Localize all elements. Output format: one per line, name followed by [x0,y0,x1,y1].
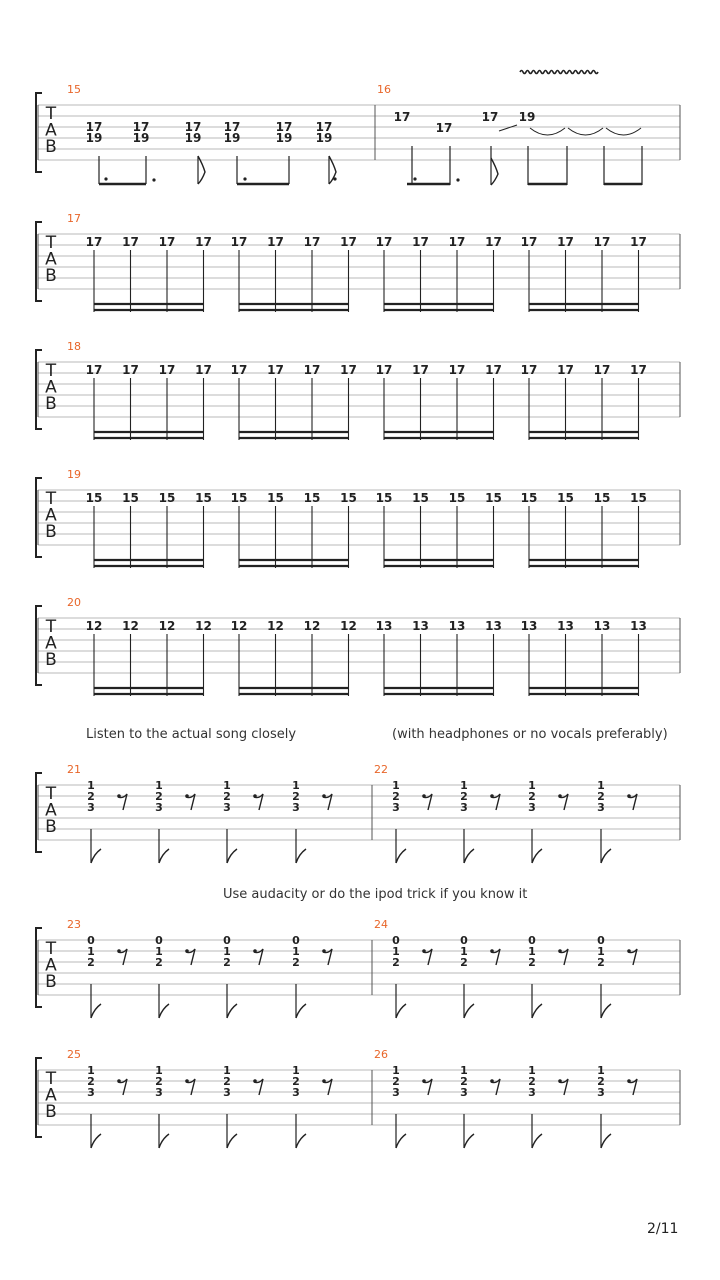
fret-number: 1 [87,1064,95,1077]
fret-number: 19 [223,131,241,145]
eighth-rest-dot [490,794,494,798]
dot [413,177,416,180]
tab-clef-letter: T [45,939,57,959]
fret-number: 17 [557,235,574,249]
fret-number: 15 [340,491,357,505]
fret-number: 1 [292,1064,300,1077]
eighth-rest-dot [253,1079,257,1083]
fret-number: 1 [87,779,95,792]
fret-number: 2 [528,956,536,969]
fret-number: 17 [630,235,647,249]
fret-number: 12 [230,619,248,633]
fret-number: 1 [392,779,400,792]
fret-number: 19 [85,131,103,145]
fret-number: 3 [528,1086,536,1099]
fret-number: 2 [597,1075,605,1088]
measure-number: 19 [67,468,81,481]
fret-number: 12 [158,619,176,633]
flag [227,849,237,863]
fret-number: 1 [87,945,95,958]
fret-number: 17 [340,235,357,249]
fret-number: 1 [528,945,536,958]
fret-number: 17 [184,120,202,134]
fret-number: 17 [520,235,538,249]
fret-number: 13 [557,619,574,633]
eighth-rest-dot [422,1079,426,1083]
fret-number: 17 [630,363,647,377]
fret-number: 17 [230,235,248,249]
fret-number: 0 [528,934,536,947]
fret-number: 15 [195,491,212,505]
fret-number: 3 [460,801,468,814]
fret-number: 15 [448,491,466,505]
fret-number: 3 [292,1086,300,1099]
fret-number: 1 [223,945,231,958]
fret-number: 1 [223,1064,231,1077]
flag [491,158,498,185]
fret-number: 17 [593,235,611,249]
vibrato-mark [520,71,598,74]
fret-number: 1 [460,779,468,792]
fret-number: 1 [460,1064,468,1077]
fret-number: 19 [184,131,202,145]
fret-number: 17 [375,235,393,249]
fret-number: 15 [593,491,611,505]
flag [159,1004,169,1018]
fret-number: 13 [412,619,429,633]
tie [568,128,603,135]
fret-number: 3 [392,1086,400,1099]
fret-number: 2 [460,790,468,803]
eighth-rest-dot [117,1079,121,1083]
fret-number: 3 [528,801,536,814]
fret-number: 1 [597,945,605,958]
fret-number: 17 [448,235,466,249]
fret-number: 1 [292,945,300,958]
eighth-rest-dot [558,794,562,798]
fret-number: 0 [223,934,231,947]
eighth-rest-dot [627,794,631,798]
slide [499,125,517,131]
flag [601,849,611,863]
eighth-rest-dot [627,949,631,953]
fret-number: 13 [375,619,393,633]
fret-number: 17 [85,120,103,134]
fret-number: 0 [87,934,95,947]
fret-number: 13 [485,619,502,633]
fret-number: 17 [375,363,393,377]
fret-number: 2 [87,1075,95,1088]
tab-clef-letter: T [45,617,57,637]
fret-number: 13 [520,619,538,633]
flag [396,1004,406,1018]
measure-number: 15 [67,83,81,96]
fret-number: 17 [520,363,538,377]
fret-number: 3 [292,801,300,814]
fret-number: 2 [155,790,163,803]
tab-clef-letter: B [45,817,57,837]
flag [601,1134,611,1148]
fret-number: 17 [85,235,103,249]
fret-number: 2 [223,956,231,969]
fret-number: 3 [223,801,231,814]
fret-number: 17 [412,363,429,377]
fret-number: 17 [303,363,321,377]
fret-number: 0 [392,934,400,947]
fret-number: 2 [392,790,400,803]
fret-number: 15 [230,491,248,505]
tab-clef-letter: A [45,955,57,976]
fret-number: 17 [195,363,212,377]
fret-number: 2 [597,790,605,803]
fret-number: 0 [155,934,163,947]
eighth-rest-dot [422,794,426,798]
flag [396,1134,406,1148]
fret-number: 12 [340,619,357,633]
measure-number: 21 [67,763,81,776]
fret-number: 19 [518,110,536,124]
measure-number: 20 [67,596,81,609]
eighth-rest-dot [117,794,121,798]
fret-number: 1 [460,945,468,958]
fret-number: 17 [122,363,139,377]
fret-number: 15 [85,491,103,505]
flag [464,1134,474,1148]
flag [91,1134,101,1148]
flag [296,1004,306,1018]
fret-number: 17 [122,235,139,249]
flag [296,1134,306,1148]
fret-number: 3 [87,801,95,814]
fret-number: 17 [485,235,502,249]
eighth-rest-dot [322,949,326,953]
fret-number: 17 [448,363,466,377]
eighth-rest-dot [185,1079,189,1083]
eighth-rest-dot [490,1079,494,1083]
fret-number: 2 [460,1075,468,1088]
fret-number: 17 [85,363,103,377]
fret-number: 1 [528,1064,536,1077]
fret-number: 17 [557,363,574,377]
eighth-rest-dot [253,949,257,953]
fret-number: 2 [460,956,468,969]
fret-number: 12 [303,619,321,633]
eighth-rest-dot [185,949,189,953]
fret-number: 15 [520,491,538,505]
tie [606,128,641,135]
dot [243,177,246,180]
eighth-rest-dot [117,949,121,953]
fret-number: 2 [87,956,95,969]
fret-number: 3 [392,801,400,814]
fret-number: 2 [292,790,300,803]
measure-number: 22 [374,763,388,776]
tab-clef-letter: B [45,137,57,157]
tab-clef-letter: A [45,505,57,526]
fret-number: 17 [223,120,241,134]
fret-number: 17 [303,235,321,249]
tab-clef-letter: A [45,1085,57,1106]
tab-clef-letter: T [45,361,57,381]
fret-number: 17 [315,120,333,134]
annotation-listen: Listen to the actual song closely [86,727,297,742]
fret-number: 0 [460,934,468,947]
tab-clef-letter: A [45,377,57,398]
tab-clef-letter: T [45,1069,57,1089]
fret-number: 1 [528,779,536,792]
flag [91,1004,101,1018]
fret-number: 15 [485,491,502,505]
fret-number: 17 [412,235,429,249]
tab-clef-letter: B [45,972,57,992]
fret-number: 3 [155,801,163,814]
fret-number: 12 [267,619,284,633]
fret-number: 3 [597,801,605,814]
measure-number: 23 [67,918,81,931]
fret-number: 0 [597,934,605,947]
flag [396,849,406,863]
measure-number: 18 [67,340,81,353]
fret-number: 1 [292,779,300,792]
fret-number: 1 [597,1064,605,1077]
fret-number: 1 [155,1064,163,1077]
dot [456,178,459,181]
fret-number: 12 [195,619,212,633]
fret-number: 17 [195,235,212,249]
eighth-rest-dot [558,949,562,953]
flag [532,1004,542,1018]
fret-number: 3 [155,1086,163,1099]
fret-number: 19 [275,131,293,145]
fret-number: 0 [292,934,300,947]
measure-number: 16 [377,83,391,96]
fret-number: 1 [155,945,163,958]
fret-number: 17 [230,363,248,377]
measure-number: 26 [374,1048,388,1061]
fret-number: 3 [223,1086,231,1099]
fret-number: 2 [392,1075,400,1088]
eighth-rest-dot [558,1079,562,1083]
fret-number: 17 [132,120,150,134]
eighth-rest-dot [322,794,326,798]
dot [104,177,107,180]
fret-number: 19 [315,131,333,145]
measure-number: 25 [67,1048,81,1061]
fret-number: 3 [460,1086,468,1099]
eighth-rest-dot [627,1079,631,1083]
eighth-rest-dot [322,1079,326,1083]
fret-number: 3 [87,1086,95,1099]
flag [296,849,306,863]
fret-number: 2 [155,1075,163,1088]
fret-number: 13 [593,619,611,633]
tab-clef-letter: A [45,249,57,270]
tab-clef-letter: T [45,489,57,509]
measure-number: 24 [374,918,388,931]
flag [227,1004,237,1018]
fret-number: 12 [85,619,103,633]
fret-number: 1 [155,779,163,792]
fret-number: 1 [597,779,605,792]
eighth-rest-dot [490,949,494,953]
fret-number: 15 [158,491,176,505]
fret-number: 17 [481,110,499,124]
fret-number: 15 [375,491,393,505]
annotation-headphones: (with headphones or no vocals preferably) [392,727,668,742]
fret-number: 1 [223,779,231,792]
flag [532,1134,542,1148]
page-number: 2/11 [647,1221,679,1237]
fret-number: 2 [155,956,163,969]
tab-clef-letter: B [45,522,57,542]
fret-number: 17 [435,121,453,135]
fret-number: 15 [412,491,429,505]
fret-number: 2 [292,956,300,969]
fret-number: 17 [267,363,284,377]
eighth-rest-dot [185,794,189,798]
fret-number: 2 [223,1075,231,1088]
fret-number: 15 [122,491,139,505]
flag [227,1134,237,1148]
tab-clef-letter: T [45,233,57,253]
fret-number: 1 [392,1064,400,1077]
fret-number: 3 [597,1086,605,1099]
flag [532,849,542,863]
fret-number: 2 [223,790,231,803]
fret-number: 15 [557,491,574,505]
tab-clef-letter: T [45,784,57,804]
fret-number: 17 [485,363,502,377]
fret-number: 2 [528,790,536,803]
dot [152,178,155,181]
flag [464,849,474,863]
fret-number: 13 [448,619,466,633]
fret-number: 15 [630,491,647,505]
fret-number: 19 [132,131,150,145]
fret-number: 17 [158,235,176,249]
tab-clef-letter: B [45,650,57,670]
eighth-rest-dot [422,949,426,953]
fret-number: 2 [392,956,400,969]
tab-clef-letter: A [45,800,57,821]
eighth-rest-dot [253,794,257,798]
fret-number: 15 [303,491,321,505]
tab-clef-letter: A [45,633,57,654]
tab-clef-letter: B [45,266,57,286]
flag [464,1004,474,1018]
flag [91,849,101,863]
fret-number: 2 [597,956,605,969]
fret-number: 17 [340,363,357,377]
fret-number: 2 [87,790,95,803]
fret-number: 2 [528,1075,536,1088]
fret-number: 12 [122,619,139,633]
measure-number: 17 [67,212,81,225]
fret-number: 17 [158,363,176,377]
fret-number: 13 [630,619,647,633]
fret-number: 17 [267,235,284,249]
tab-clef-letter: T [45,104,57,124]
flag [601,1004,611,1018]
fret-number: 15 [267,491,284,505]
flag [159,849,169,863]
tie [530,128,565,135]
flag [159,1134,169,1148]
fret-number: 1 [392,945,400,958]
fret-number: 17 [593,363,611,377]
tab-clef-letter: B [45,394,57,414]
fret-number: 17 [275,120,293,134]
fret-number: 17 [393,110,411,124]
annotation-audacity: Use audacity or do the ipod trick if you know it [223,887,528,902]
tab-clef-letter: A [45,120,57,141]
tab-clef-letter: B [45,1102,57,1122]
fret-number: 2 [292,1075,300,1088]
